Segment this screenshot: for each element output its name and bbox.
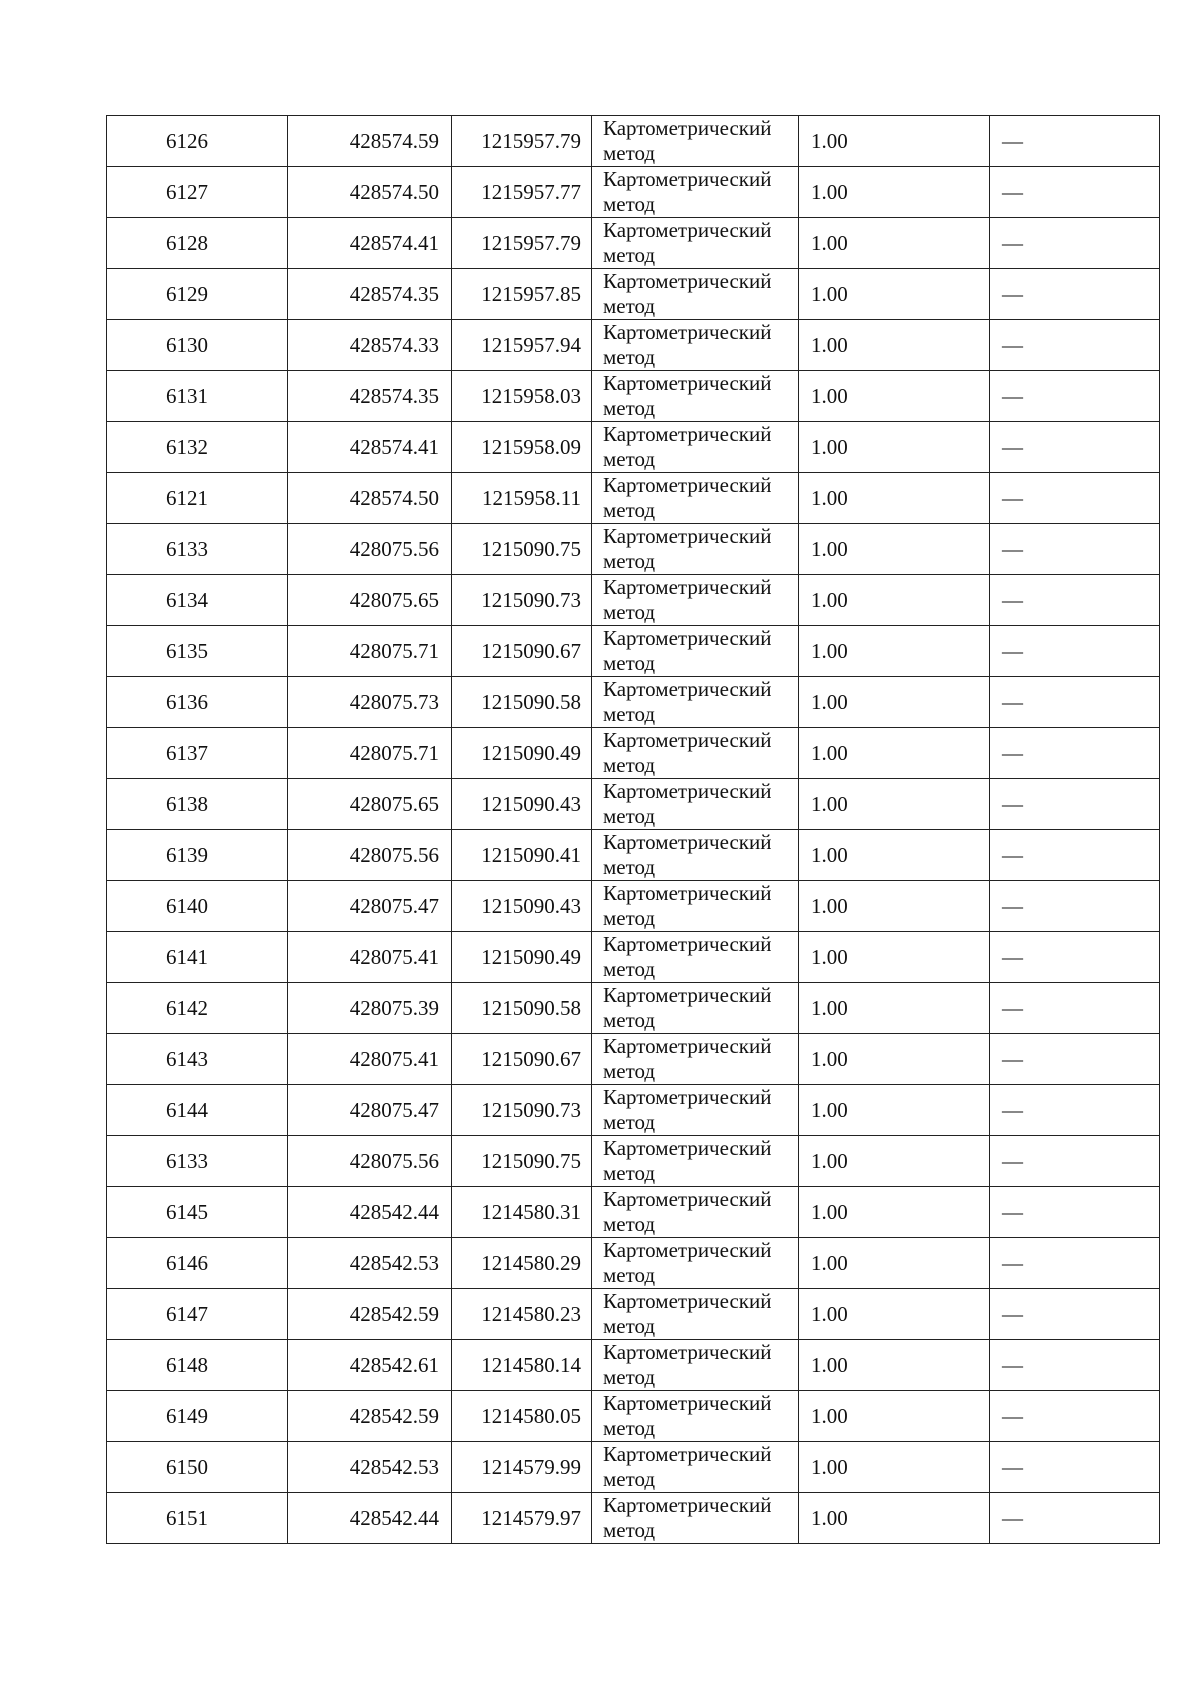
- description-cell: —: [990, 1238, 1160, 1289]
- y-coordinate-cell: 1215958.11: [452, 473, 592, 524]
- method-cell: Картометрический метод: [592, 1340, 799, 1391]
- table-row: [107, 422, 1160, 473]
- description-cell: —: [990, 983, 1160, 1034]
- method-cell: Картометрический метод: [592, 1034, 799, 1085]
- description-cell: —: [990, 1136, 1160, 1187]
- accuracy-cell: 1.00: [799, 320, 990, 371]
- accuracy-cell: 1.00: [799, 167, 990, 218]
- y-coordinate-cell: 1215090.41: [452, 830, 592, 881]
- description-cell: —: [990, 932, 1160, 983]
- description-cell: —: [990, 1493, 1160, 1544]
- method-cell: Картометрический метод: [592, 728, 799, 779]
- point-number-cell: 6127: [107, 167, 288, 218]
- description-cell: —: [990, 473, 1160, 524]
- table-row: [107, 218, 1160, 269]
- table-row: [107, 779, 1160, 830]
- description-cell: —: [990, 1340, 1160, 1391]
- y-coordinate-cell: 1215957.77: [452, 167, 592, 218]
- accuracy-cell: 1.00: [799, 1289, 990, 1340]
- table-row: [107, 1034, 1160, 1085]
- method-cell: Картометрический метод: [592, 983, 799, 1034]
- table-row: [107, 473, 1160, 524]
- x-coordinate-cell: 428542.44: [288, 1187, 452, 1238]
- accuracy-cell: 1.00: [799, 932, 990, 983]
- table-row: [107, 626, 1160, 677]
- method-cell: Картометрический метод: [592, 1136, 799, 1187]
- x-coordinate-cell: 428075.65: [288, 779, 452, 830]
- point-number-cell: 6150: [107, 1442, 288, 1493]
- x-coordinate-cell: 428542.53: [288, 1238, 452, 1289]
- description-cell: —: [990, 269, 1160, 320]
- y-coordinate-cell: 1215090.75: [452, 1136, 592, 1187]
- point-number-cell: 6138: [107, 779, 288, 830]
- description-cell: —: [990, 1187, 1160, 1238]
- x-coordinate-cell: 428075.56: [288, 1136, 452, 1187]
- x-coordinate-cell: 428075.71: [288, 626, 452, 677]
- accuracy-cell: 1.00: [799, 1442, 990, 1493]
- y-coordinate-cell: 1215090.49: [452, 932, 592, 983]
- description-cell: —: [990, 677, 1160, 728]
- description-cell: —: [990, 524, 1160, 575]
- table-row: [107, 932, 1160, 983]
- accuracy-cell: 1.00: [799, 1493, 990, 1544]
- table-row: [107, 677, 1160, 728]
- accuracy-cell: 1.00: [799, 116, 990, 167]
- accuracy-cell: 1.00: [799, 1034, 990, 1085]
- table-row: [107, 1493, 1160, 1544]
- x-coordinate-cell: 428075.41: [288, 1034, 452, 1085]
- method-cell: Картометрический метод: [592, 371, 799, 422]
- x-coordinate-cell: 428075.65: [288, 575, 452, 626]
- description-cell: —: [990, 830, 1160, 881]
- y-coordinate-cell: 1215958.09: [452, 422, 592, 473]
- y-coordinate-cell: 1214580.14: [452, 1340, 592, 1391]
- table-row: [107, 1391, 1160, 1442]
- method-cell: Картометрический метод: [592, 473, 799, 524]
- table-row: [107, 1187, 1160, 1238]
- x-coordinate-cell: 428542.61: [288, 1340, 452, 1391]
- x-coordinate-cell: 428075.73: [288, 677, 452, 728]
- y-coordinate-cell: 1214580.05: [452, 1391, 592, 1442]
- method-cell: Картометрический метод: [592, 524, 799, 575]
- method-cell: Картометрический метод: [592, 218, 799, 269]
- description-cell: —: [990, 371, 1160, 422]
- x-coordinate-cell: 428574.50: [288, 167, 452, 218]
- y-coordinate-cell: 1215957.79: [452, 218, 592, 269]
- point-number-cell: 6131: [107, 371, 288, 422]
- accuracy-cell: 1.00: [799, 779, 990, 830]
- y-coordinate-cell: 1215090.58: [452, 677, 592, 728]
- x-coordinate-cell: 428075.71: [288, 728, 452, 779]
- point-number-cell: 6130: [107, 320, 288, 371]
- coordinates-table-body: [107, 116, 1160, 1544]
- x-coordinate-cell: 428574.59: [288, 116, 452, 167]
- table-row: [107, 728, 1160, 779]
- point-number-cell: 6149: [107, 1391, 288, 1442]
- y-coordinate-cell: 1215090.67: [452, 1034, 592, 1085]
- point-number-cell: 6142: [107, 983, 288, 1034]
- accuracy-cell: 1.00: [799, 371, 990, 422]
- x-coordinate-cell: 428542.53: [288, 1442, 452, 1493]
- accuracy-cell: 1.00: [799, 830, 990, 881]
- description-cell: —: [990, 218, 1160, 269]
- point-number-cell: 6136: [107, 677, 288, 728]
- point-number-cell: 6133: [107, 524, 288, 575]
- point-number-cell: 6151: [107, 1493, 288, 1544]
- y-coordinate-cell: 1215957.85: [452, 269, 592, 320]
- accuracy-cell: 1.00: [799, 575, 990, 626]
- y-coordinate-cell: 1214580.23: [452, 1289, 592, 1340]
- point-number-cell: 6145: [107, 1187, 288, 1238]
- description-cell: —: [990, 728, 1160, 779]
- method-cell: Картометрический метод: [592, 779, 799, 830]
- accuracy-cell: 1.00: [799, 983, 990, 1034]
- method-cell: Картометрический метод: [592, 1289, 799, 1340]
- method-cell: Картометрический метод: [592, 1493, 799, 1544]
- table-row: [107, 575, 1160, 626]
- table-row: [107, 983, 1160, 1034]
- description-cell: —: [990, 167, 1160, 218]
- method-cell: Картометрический метод: [592, 116, 799, 167]
- point-number-cell: 6139: [107, 830, 288, 881]
- method-cell: Картометрический метод: [592, 1085, 799, 1136]
- y-coordinate-cell: 1215090.73: [452, 575, 592, 626]
- x-coordinate-cell: 428075.56: [288, 830, 452, 881]
- y-coordinate-cell: 1215957.94: [452, 320, 592, 371]
- x-coordinate-cell: 428075.56: [288, 524, 452, 575]
- point-number-cell: 6128: [107, 218, 288, 269]
- table-row: [107, 1442, 1160, 1493]
- method-cell: Картометрический метод: [592, 575, 799, 626]
- table-row: [107, 1136, 1160, 1187]
- point-number-cell: 6148: [107, 1340, 288, 1391]
- method-cell: Картометрический метод: [592, 269, 799, 320]
- point-number-cell: 6126: [107, 116, 288, 167]
- accuracy-cell: 1.00: [799, 677, 990, 728]
- y-coordinate-cell: 1215090.43: [452, 779, 592, 830]
- y-coordinate-cell: 1215090.58: [452, 983, 592, 1034]
- method-cell: Картометрический метод: [592, 677, 799, 728]
- description-cell: —: [990, 1442, 1160, 1493]
- method-cell: Картометрический метод: [592, 830, 799, 881]
- method-cell: Картометрический метод: [592, 881, 799, 932]
- method-cell: Картометрический метод: [592, 1238, 799, 1289]
- table-row: [107, 1340, 1160, 1391]
- accuracy-cell: 1.00: [799, 881, 990, 932]
- y-coordinate-cell: 1215090.73: [452, 1085, 592, 1136]
- description-cell: —: [990, 575, 1160, 626]
- x-coordinate-cell: 428075.41: [288, 932, 452, 983]
- method-cell: Картометрический метод: [592, 1442, 799, 1493]
- x-coordinate-cell: 428574.35: [288, 269, 452, 320]
- x-coordinate-cell: 428542.59: [288, 1391, 452, 1442]
- point-number-cell: 6121: [107, 473, 288, 524]
- point-number-cell: 6147: [107, 1289, 288, 1340]
- y-coordinate-cell: 1215090.67: [452, 626, 592, 677]
- x-coordinate-cell: 428542.59: [288, 1289, 452, 1340]
- table-row: [107, 1238, 1160, 1289]
- accuracy-cell: 1.00: [799, 1391, 990, 1442]
- point-number-cell: 6133: [107, 1136, 288, 1187]
- accuracy-cell: 1.00: [799, 269, 990, 320]
- method-cell: Картометрический метод: [592, 320, 799, 371]
- accuracy-cell: 1.00: [799, 422, 990, 473]
- x-coordinate-cell: 428075.47: [288, 1085, 452, 1136]
- method-cell: Картометрический метод: [592, 1391, 799, 1442]
- method-cell: Картометрический метод: [592, 1187, 799, 1238]
- description-cell: —: [990, 1034, 1160, 1085]
- x-coordinate-cell: 428574.35: [288, 371, 452, 422]
- description-cell: —: [990, 116, 1160, 167]
- accuracy-cell: 1.00: [799, 1085, 990, 1136]
- method-cell: Картометрический метод: [592, 167, 799, 218]
- y-coordinate-cell: 1214579.99: [452, 1442, 592, 1493]
- table-row: [107, 524, 1160, 575]
- table-row: [107, 830, 1160, 881]
- x-coordinate-cell: 428075.39: [288, 983, 452, 1034]
- coordinates-table: [106, 115, 1160, 1544]
- accuracy-cell: 1.00: [799, 473, 990, 524]
- table-row: [107, 167, 1160, 218]
- point-number-cell: 6146: [107, 1238, 288, 1289]
- accuracy-cell: 1.00: [799, 1187, 990, 1238]
- x-coordinate-cell: 428075.47: [288, 881, 452, 932]
- method-cell: Картометрический метод: [592, 932, 799, 983]
- table-row: [107, 1085, 1160, 1136]
- point-number-cell: 6134: [107, 575, 288, 626]
- point-number-cell: 6143: [107, 1034, 288, 1085]
- x-coordinate-cell: 428574.41: [288, 218, 452, 269]
- point-number-cell: 6135: [107, 626, 288, 677]
- x-coordinate-cell: 428574.50: [288, 473, 452, 524]
- y-coordinate-cell: 1215090.49: [452, 728, 592, 779]
- y-coordinate-cell: 1214579.97: [452, 1493, 592, 1544]
- point-number-cell: 6140: [107, 881, 288, 932]
- description-cell: —: [990, 779, 1160, 830]
- description-cell: —: [990, 626, 1160, 677]
- y-coordinate-cell: 1214580.31: [452, 1187, 592, 1238]
- y-coordinate-cell: 1215958.03: [452, 371, 592, 422]
- method-cell: Картометрический метод: [592, 422, 799, 473]
- table-row: [107, 1289, 1160, 1340]
- description-cell: —: [990, 422, 1160, 473]
- y-coordinate-cell: 1215090.75: [452, 524, 592, 575]
- description-cell: —: [990, 320, 1160, 371]
- x-coordinate-cell: 428574.33: [288, 320, 452, 371]
- description-cell: —: [990, 1085, 1160, 1136]
- x-coordinate-cell: 428542.44: [288, 1493, 452, 1544]
- point-number-cell: 6144: [107, 1085, 288, 1136]
- x-coordinate-cell: 428574.41: [288, 422, 452, 473]
- accuracy-cell: 1.00: [799, 728, 990, 779]
- accuracy-cell: 1.00: [799, 1136, 990, 1187]
- accuracy-cell: 1.00: [799, 1238, 990, 1289]
- method-cell: Картометрический метод: [592, 626, 799, 677]
- y-coordinate-cell: 1215957.79: [452, 116, 592, 167]
- accuracy-cell: 1.00: [799, 218, 990, 269]
- table-row: [107, 320, 1160, 371]
- table-row: [107, 269, 1160, 320]
- table-row: [107, 371, 1160, 422]
- y-coordinate-cell: 1214580.29: [452, 1238, 592, 1289]
- table-row: [107, 881, 1160, 932]
- accuracy-cell: 1.00: [799, 626, 990, 677]
- y-coordinate-cell: 1215090.43: [452, 881, 592, 932]
- description-cell: —: [990, 1289, 1160, 1340]
- point-number-cell: 6137: [107, 728, 288, 779]
- accuracy-cell: 1.00: [799, 524, 990, 575]
- description-cell: —: [990, 881, 1160, 932]
- description-cell: —: [990, 1391, 1160, 1442]
- point-number-cell: 6129: [107, 269, 288, 320]
- table-row: [107, 116, 1160, 167]
- accuracy-cell: 1.00: [799, 1340, 990, 1391]
- point-number-cell: 6141: [107, 932, 288, 983]
- point-number-cell: 6132: [107, 422, 288, 473]
